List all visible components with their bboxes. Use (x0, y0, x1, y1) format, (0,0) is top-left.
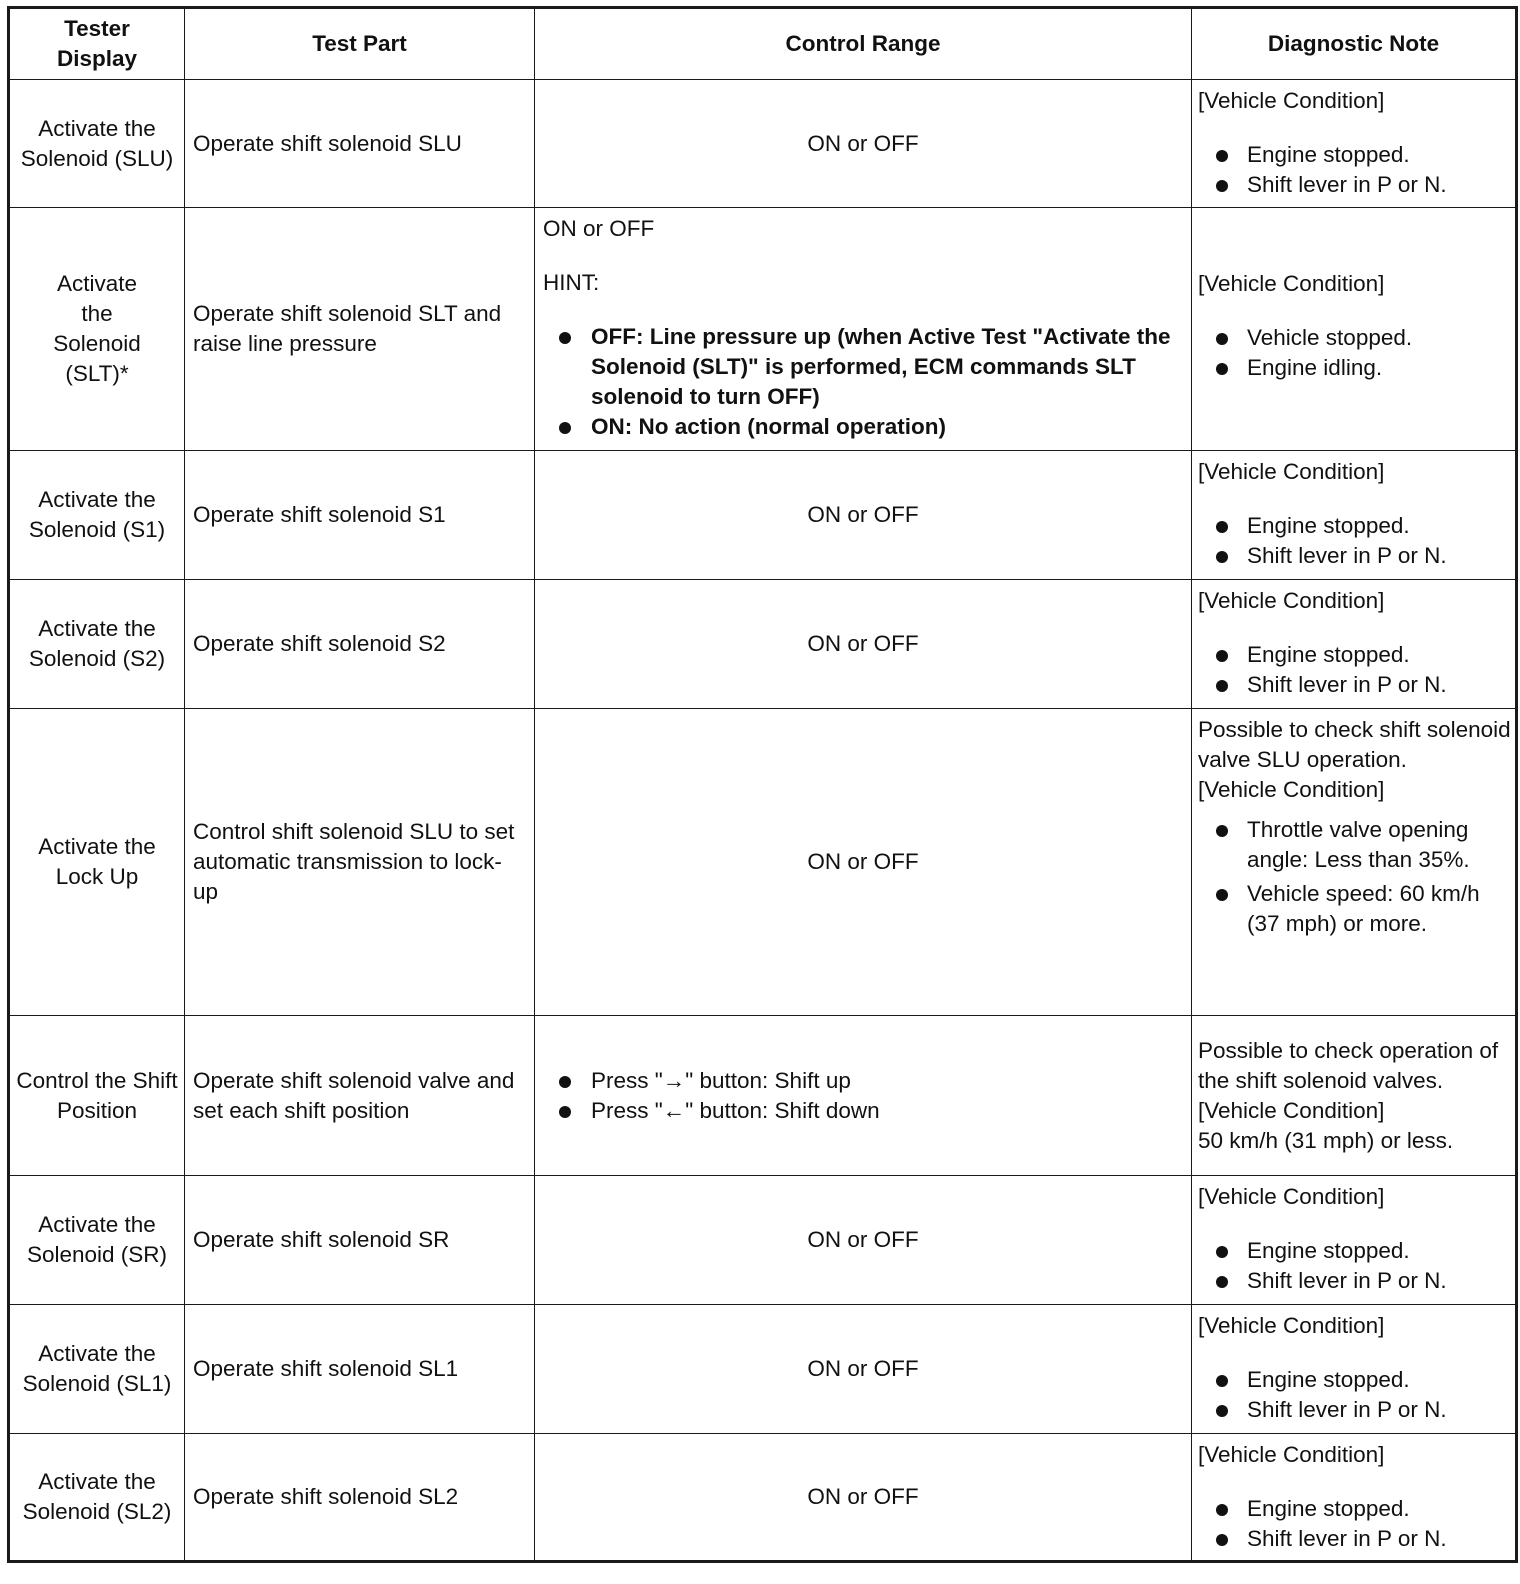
diagnostic-note-cell (1192, 80, 1517, 208)
table-row (9, 709, 1517, 1016)
table-row (9, 1016, 1517, 1176)
test-part-cell: Operate shift solenoid S1 (185, 451, 535, 580)
header-control-range: Control Range (535, 8, 1192, 80)
control-range-cell (535, 208, 1192, 451)
bullet-icon (1216, 650, 1228, 662)
bullet-icon (1216, 1405, 1228, 1417)
condition-list (1198, 1494, 1515, 1554)
bullet-icon (559, 332, 571, 344)
diagnostic-note-cell (1192, 451, 1517, 580)
active-test-table-wrapper (7, 6, 1515, 1563)
list-item-text: OFF: Line pressure up (when Active Test "Activate the Solenoid (SLT)" is performed, ECM commands SLT solenoid to turn OFF) (591, 324, 1171, 409)
condition-list (1198, 1236, 1515, 1296)
bullet-icon (1216, 150, 1228, 162)
bullet-icon (559, 1076, 571, 1088)
table-row (9, 80, 1517, 208)
list-item (1198, 670, 1515, 700)
tester-display-cell: Activate the Solenoid (S1) (9, 451, 185, 580)
list-item (1198, 1524, 1515, 1554)
diagnostic-note-intro: Possible to check operation of the shift solenoid valves. (1198, 1037, 1499, 1093)
list-item-text: Vehicle stopped. (1247, 325, 1413, 350)
list-item-text: Vehicle speed: 60 km/h (37 mph) or more. (1247, 881, 1480, 936)
bullet-icon (1216, 180, 1228, 192)
control-range-value: ON or OFF (543, 216, 655, 241)
list-item (1198, 879, 1515, 939)
list-item-text: Shift lever in P or N. (1247, 1268, 1447, 1293)
vehicle-condition-value: 50 km/h (31 mph) or less. (1198, 1127, 1454, 1153)
test-part-cell: Operate shift solenoid SR (185, 1176, 535, 1305)
bullet-icon (1216, 889, 1228, 901)
control-range-cell: ON or OFF (535, 1176, 1192, 1305)
bullet-icon (559, 1106, 571, 1118)
list-item (543, 412, 1183, 442)
diagnostic-note-cell (1192, 1434, 1517, 1562)
list-item (1198, 1236, 1515, 1266)
vehicle-condition-label: [Vehicle Condition] (1198, 1184, 1385, 1209)
tester-display-cell: Activate the Lock Up (9, 709, 185, 1016)
hint-list (543, 322, 1183, 442)
bullet-icon (1216, 1504, 1228, 1516)
test-part-cell: Operate shift solenoid SL1 (185, 1305, 535, 1434)
diagnostic-note-cell (1192, 1176, 1517, 1305)
condition-list (1198, 815, 1515, 939)
bullet-icon (1216, 363, 1228, 375)
list-item-text: Engine stopped. (1247, 1496, 1410, 1521)
list-item (1198, 1365, 1515, 1395)
list-item (1198, 1266, 1515, 1296)
diagnostic-note-cell (1192, 1305, 1517, 1434)
header-row (9, 8, 1517, 80)
header-tester-display: Tester Display (9, 8, 185, 80)
header-test-part: Test Part (185, 8, 535, 80)
list-item (1198, 1494, 1515, 1524)
list-item (1198, 140, 1515, 170)
list-item-text: Shift lever in P or N. (1247, 172, 1447, 197)
list-item-text: Press "←" button: Shift down (591, 1097, 880, 1123)
condition-list (1198, 1365, 1515, 1425)
condition-list (1198, 323, 1515, 383)
active-test-table (7, 6, 1518, 1563)
list-item-text: Engine stopped. (1247, 513, 1410, 538)
test-part-cell: Control shift solenoid SLU to set automatic transmission to lock-up (185, 709, 535, 1016)
control-range-cell: ON or OFF (535, 1305, 1192, 1434)
list-item-text: Shift lever in P or N. (1247, 543, 1447, 568)
table-row (9, 1305, 1517, 1434)
list-item-text: Engine stopped. (1247, 142, 1410, 167)
vehicle-condition-label: [Vehicle Condition] (1198, 88, 1385, 113)
bullet-icon (1216, 1375, 1228, 1387)
test-part-cell: Operate shift solenoid valve and set each shift position (185, 1016, 535, 1176)
tester-display-cell: Activate the Solenoid (SL1) (9, 1305, 185, 1434)
list-item (543, 322, 1183, 412)
vehicle-condition-label: [Vehicle Condition] (1198, 588, 1385, 613)
bullet-icon (559, 422, 571, 434)
list-item (1198, 815, 1515, 875)
list-item (1198, 541, 1515, 571)
test-part-cell: Operate shift solenoid SLU (185, 80, 535, 208)
list-item (1198, 640, 1515, 670)
diagnostic-note-cell (1192, 1016, 1517, 1176)
control-range-cell: ON or OFF (535, 80, 1192, 208)
list-item (1198, 1395, 1515, 1425)
diagnostic-note-cell (1192, 208, 1517, 451)
control-range-cell: ON or OFF (535, 1434, 1192, 1562)
vehicle-condition-label: [Vehicle Condition] (1198, 271, 1385, 296)
table-row (9, 1434, 1517, 1562)
list-item (1198, 323, 1515, 353)
list-item (1198, 511, 1515, 541)
control-range-cell: ON or OFF (535, 709, 1192, 1016)
tester-display-cell: Activate the Solenoid (SLT)* (9, 208, 185, 451)
bullet-icon (1216, 680, 1228, 692)
shift-button-list (543, 1066, 1183, 1126)
diagnostic-note-intro: Possible to check shift solenoid valve SLU operation. (1198, 717, 1511, 772)
test-part-cell: Operate shift solenoid SL2 (185, 1434, 535, 1562)
header-diagnostic-note: Diagnostic Note (1192, 8, 1517, 80)
vehicle-condition-label: [Vehicle Condition] (1198, 777, 1385, 802)
bullet-icon (1216, 825, 1228, 837)
condition-list (1198, 140, 1515, 200)
list-item (543, 1096, 1183, 1126)
diagnostic-note-cell (1192, 709, 1517, 1016)
table-row (9, 580, 1517, 709)
list-item-text: Shift lever in P or N. (1247, 1526, 1447, 1551)
table-row (9, 451, 1517, 580)
list-item-text: ON: No action (normal operation) (591, 414, 947, 439)
bullet-icon (1216, 1246, 1228, 1258)
bullet-icon (1216, 1534, 1228, 1546)
list-item-text: Shift lever in P or N. (1247, 672, 1447, 697)
condition-list (1198, 511, 1515, 571)
tester-display-cell: Control the Shift Position (9, 1016, 185, 1176)
hint-label: HINT: (543, 270, 600, 295)
tester-display-cell: Activate the Solenoid (SL2) (9, 1434, 185, 1562)
list-item-text: Engine stopped. (1247, 1367, 1410, 1392)
table-row (9, 1176, 1517, 1305)
tester-display-cell: Activate the Solenoid (SLU) (9, 80, 185, 208)
bullet-icon (1216, 551, 1228, 563)
list-item-text: Shift lever in P or N. (1247, 1397, 1447, 1422)
bullet-icon (1216, 521, 1228, 533)
control-range-cell: ON or OFF (535, 451, 1192, 580)
list-item (1198, 353, 1515, 383)
table-row (9, 208, 1517, 451)
list-item-text: Engine stopped. (1247, 642, 1410, 667)
list-item-text: Press "→" button: Shift up (591, 1067, 851, 1093)
vehicle-condition-label: [Vehicle Condition] (1198, 1442, 1385, 1467)
tester-display-cell: Activate the Solenoid (S2) (9, 580, 185, 709)
diagnostic-note-cell (1192, 580, 1517, 709)
vehicle-condition-label: [Vehicle Condition] (1198, 1313, 1385, 1338)
test-part-cell: Operate shift solenoid SLT and raise line pressure (185, 208, 535, 451)
tester-display-cell: Activate the Solenoid (SR) (9, 1176, 185, 1305)
vehicle-condition-label: [Vehicle Condition] (1198, 1097, 1385, 1123)
list-item (543, 1066, 1183, 1096)
list-item-text: Throttle valve opening angle: Less than 35%. (1247, 817, 1470, 872)
test-part-cell: Operate shift solenoid S2 (185, 580, 535, 709)
bullet-icon (1216, 333, 1228, 345)
bullet-icon (1216, 1276, 1228, 1288)
vehicle-condition-label: [Vehicle Condition] (1198, 459, 1385, 484)
condition-list (1198, 640, 1515, 700)
control-range-cell (535, 1016, 1192, 1176)
list-item-text: Engine idling. (1247, 355, 1383, 380)
list-item (1198, 170, 1515, 200)
list-item-text: Engine stopped. (1247, 1238, 1410, 1263)
control-range-cell: ON or OFF (535, 580, 1192, 709)
